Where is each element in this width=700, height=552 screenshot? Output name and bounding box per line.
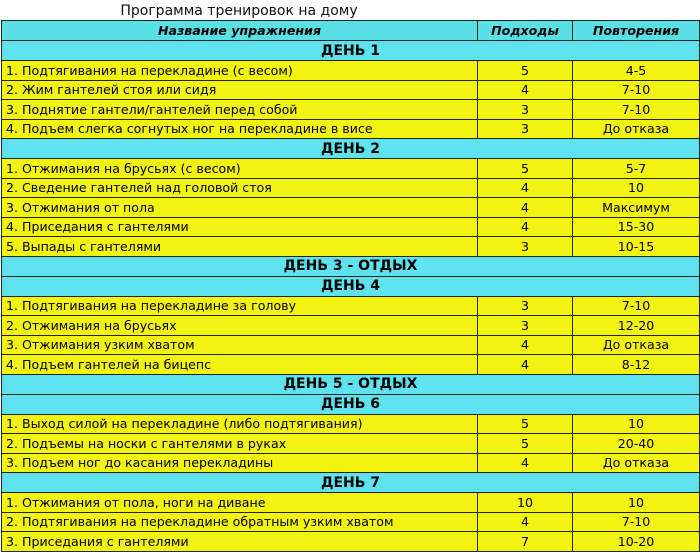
day-header-row [2, 374, 700, 394]
exercise-name: 3. Поднятие гантели/гантелей перед собой [2, 100, 478, 120]
exercise-name: 2. Подтягивания на перекладине обратным узким хватом [2, 512, 478, 532]
exercise-sets: 4 [478, 453, 573, 473]
day-label: ДЕНЬ 3 - ОТДЫХ [2, 256, 700, 276]
exercise-reps: 15-30 [573, 217, 700, 237]
exercise-name: 1. Отжимания от пола, ноги на диване [2, 493, 478, 513]
exercise-row [2, 493, 700, 513]
exercise-sets: 4 [478, 355, 573, 375]
exercise-reps: 20-40 [573, 434, 700, 454]
exercise-sets: 3 [478, 296, 573, 316]
exercise-name: 2. Жим гантелей стоя или сидя [2, 80, 478, 100]
exercise-sets: 5 [478, 414, 573, 434]
day-label: ДЕНЬ 2 [2, 139, 700, 159]
day-label: ДЕНЬ 7 [2, 473, 700, 493]
exercise-row [2, 100, 700, 120]
exercise-reps: 10 [573, 178, 700, 198]
header-reps: Повторения [573, 21, 700, 41]
exercise-row [2, 217, 700, 237]
exercise-reps: 7-10 [573, 80, 700, 100]
exercise-reps: 8-12 [573, 355, 700, 375]
exercise-name: 3. Отжимания от пола [2, 198, 478, 218]
exercise-reps: 7-10 [573, 512, 700, 532]
exercise-row [2, 434, 700, 454]
exercise-name: 2. Подъемы на носки с гантелями в руках [2, 434, 478, 454]
exercise-row [2, 198, 700, 218]
exercise-sets: 4 [478, 198, 573, 218]
exercise-name: 5. Выпады с гантелями [2, 237, 478, 257]
exercise-sets: 5 [478, 434, 573, 454]
exercise-row [2, 159, 700, 179]
exercise-reps: 12-20 [573, 316, 700, 336]
exercise-reps: 7-10 [573, 296, 700, 316]
exercise-sets: 5 [478, 159, 573, 179]
header-row [2, 21, 700, 41]
exercise-row [2, 532, 700, 552]
day-label: ДЕНЬ 4 [2, 276, 700, 296]
exercise-name: 4. Приседания с гантелями [2, 217, 478, 237]
exercise-reps: До отказа [573, 335, 700, 355]
exercise-reps: 5-7 [573, 159, 700, 179]
exercise-sets: 4 [478, 512, 573, 532]
exercise-sets: 10 [478, 493, 573, 513]
exercise-row [2, 237, 700, 257]
day-label: ДЕНЬ 1 [2, 41, 700, 61]
exercise-reps: 10 [573, 493, 700, 513]
exercise-row [2, 414, 700, 434]
exercise-name: 2. Сведение гантелей над головой стоя [2, 178, 478, 198]
exercise-row [2, 453, 700, 473]
exercise-row [2, 80, 700, 100]
header-exercise-name: Название упражнения [2, 21, 478, 41]
exercise-reps: 10 [573, 414, 700, 434]
exercise-sets: 4 [478, 335, 573, 355]
exercise-row [2, 61, 700, 81]
exercise-name: 3. Отжимания узким хватом [2, 335, 478, 355]
day-header-row [2, 394, 700, 414]
workout-table [1, 20, 700, 552]
exercise-name: 2. Отжимания на брусьях [2, 316, 478, 336]
exercise-sets: 3 [478, 119, 573, 139]
exercise-row [2, 316, 700, 336]
exercise-sets: 4 [478, 217, 573, 237]
exercise-row [2, 119, 700, 139]
header-sets: Подходы [478, 21, 573, 41]
exercise-name: 1. Отжимания на брусьях (с весом) [2, 159, 478, 179]
exercise-reps: До отказа [573, 119, 700, 139]
exercise-row [2, 355, 700, 375]
exercise-sets: 3 [478, 100, 573, 120]
exercise-row [2, 512, 700, 532]
exercise-reps: 10-20 [573, 532, 700, 552]
exercise-reps: 7-10 [573, 100, 700, 120]
exercise-sets: 5 [478, 61, 573, 81]
day-label: ДЕНЬ 6 [2, 394, 700, 414]
exercise-reps: До отказа [573, 453, 700, 473]
exercise-reps: 4-5 [573, 61, 700, 81]
exercise-sets: 7 [478, 532, 573, 552]
exercise-sets: 3 [478, 237, 573, 257]
day-header-row [2, 276, 700, 296]
exercise-row [2, 335, 700, 355]
day-header-row [2, 41, 700, 61]
exercise-name: 3. Подъем ног до касания перекладины [2, 453, 478, 473]
exercise-name: 1. Подтягивания на перекладине за голову [2, 296, 478, 316]
exercise-name: 4. Подъем гантелей на бицепс [2, 355, 478, 375]
exercise-sets: 4 [478, 178, 573, 198]
exercise-name: 1. Подтягивания на перекладине (с весом) [2, 61, 478, 81]
exercise-row [2, 296, 700, 316]
day-label: ДЕНЬ 5 - ОТДЫХ [2, 374, 700, 394]
exercise-reps: 10-15 [573, 237, 700, 257]
page-title: Программа тренировок на дому [120, 3, 358, 19]
exercise-name: 4. Подъем слегка согнутых ног на перекладине в висе [2, 119, 478, 139]
exercise-sets: 3 [478, 316, 573, 336]
exercise-name: 1. Выход силой на перекладине (либо подтягивания) [2, 414, 478, 434]
exercise-row [2, 178, 700, 198]
exercise-sets: 4 [478, 80, 573, 100]
day-header-row [2, 139, 700, 159]
exercise-name: 3. Приседания с гантелями [2, 532, 478, 552]
day-header-row [2, 256, 700, 276]
exercise-reps: Максимум [573, 198, 700, 218]
day-header-row [2, 473, 700, 493]
